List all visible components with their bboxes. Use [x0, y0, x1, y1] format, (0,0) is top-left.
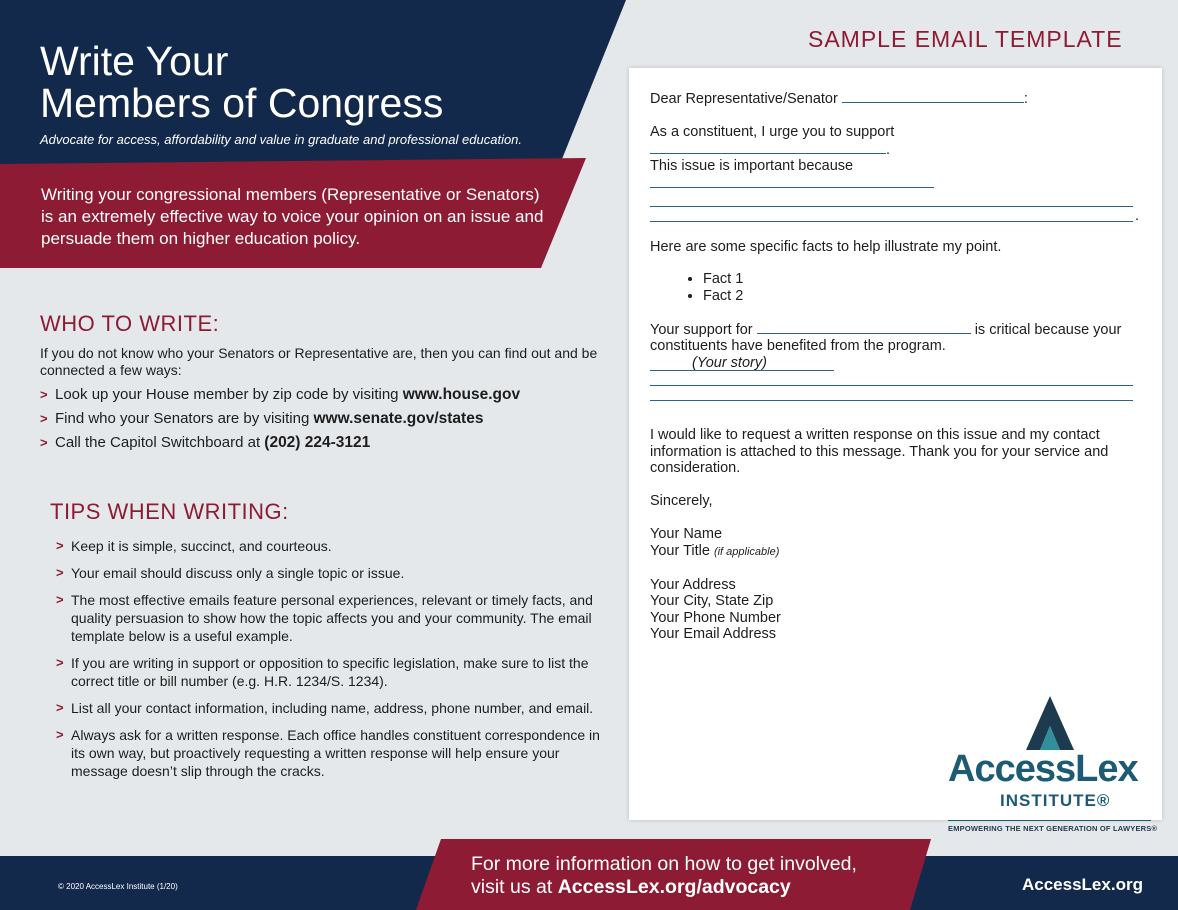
chevron-right-icon: > [40, 411, 48, 426]
support-text-2: is critical because your [974, 321, 1122, 338]
tip-text: If you are writing in support or opposition to specific legislation, make sure to list the correct title or bill number (e.g. H.R. 1234/S. 1234). [71, 655, 589, 689]
salutation-line [650, 90, 1133, 108]
list-item [40, 410, 605, 427]
issue-blank[interactable] [650, 141, 886, 154]
cta-line-1: For more information on how to get involved, [471, 853, 857, 875]
advocacy-link[interactable]: AccessLex.org/advocacy [557, 876, 791, 898]
logo-tagline: EMPOWERING THE NEXT GENERATION OF LAWYERS® [948, 824, 1158, 833]
signature-address: Your Address [650, 576, 736, 593]
story-blank[interactable]: (Your story) [650, 355, 834, 371]
tips-heading: TIPS WHEN WRITING: [50, 499, 289, 524]
who-intro: If you do not know who your Senators or Representative are, then you can find out and be connected a few ways: [40, 345, 598, 378]
list-item [40, 434, 605, 451]
chevron-right-icon: > [40, 435, 48, 450]
cta-line-2 [471, 876, 857, 899]
list-item [56, 726, 604, 780]
because-text: This issue is important because [650, 158, 854, 174]
tip-text: Always ask for a written response. Each office handles constituent correspondence in its own way, but proactively requesting a written response will help ensure your message doesn’t slip through the cracks. [71, 727, 600, 779]
footer-site-link[interactable]: AccessLex.org [1022, 875, 1143, 894]
page-title [40, 40, 443, 124]
template-heading: SAMPLE EMAIL TEMPLATE [808, 26, 1123, 52]
chevron-right-icon: > [56, 538, 64, 553]
support-text: Your support for [650, 321, 753, 338]
list-item [56, 564, 604, 582]
who-item-text: Look up your House member by zip code by visiting [55, 386, 403, 403]
tip-text: Keep it is simple, succinct, and courteous. [71, 538, 332, 554]
recipient-blank[interactable] [842, 90, 1024, 103]
signature-phone: Your Phone Number [650, 609, 781, 626]
logo-institute: INSTITUTE® [1000, 791, 1111, 810]
period: . [1135, 208, 1140, 224]
request-text: I would like to request a written response on this issue and my contact information is attached to this message. Thank you for your service and consideration. [650, 427, 1109, 476]
who-item-text: Find who your Senators are by visiting [55, 410, 314, 427]
title-text: Your Title [650, 542, 710, 559]
tips-list [56, 537, 604, 789]
title-note: (if applicable) [713, 545, 780, 558]
closing: Sincerely, [650, 493, 713, 509]
salutation-text: Dear Representative/Senator [650, 91, 838, 107]
tip-text: List all your contact information, including name, address, phone number, and email. [71, 700, 594, 716]
list-item: • Fact 2 [703, 288, 1133, 305]
footer-cta [471, 853, 857, 899]
benefited-line [650, 338, 1133, 371]
copyright: © 2020 AccessLex Institute (1/20) [58, 882, 178, 891]
because-line [650, 158, 1133, 192]
tip-text: The most effective emails feature personal experiences, relevant or timely facts, and quality persuasion to show how the topic affects you and your community. The email template below is a useful example. [71, 592, 593, 644]
chevron-right-icon: > [40, 387, 48, 402]
urge-text: As a constituent, I urge you to support [650, 124, 895, 140]
facts-list [650, 271, 1133, 304]
senate-link[interactable]: www.senate.gov/states [313, 410, 484, 427]
chevron-right-icon: > [56, 565, 64, 580]
benefited-text: constituents have benefited from the program. [650, 338, 946, 354]
page-subtitle: Advocate for access, affordability and value in graduate and professional education. [40, 132, 523, 147]
house-link[interactable]: www.house.gov [402, 386, 521, 403]
chevron-right-icon: > [56, 592, 64, 607]
reason-blank-row [650, 207, 1140, 224]
reason-blank-line[interactable] [650, 207, 1133, 222]
tip-text: Your email should discuss only a single topic or issue. [71, 565, 405, 581]
urge-line [650, 124, 1133, 158]
facts-intro: Here are some specific facts to help illustrate my point. [650, 238, 1002, 255]
reason-blank-line[interactable] [650, 192, 1133, 207]
program-blank[interactable] [757, 321, 971, 334]
email-template-card [629, 68, 1162, 820]
list-item [56, 654, 604, 690]
title-line-1: Write Your [40, 38, 229, 84]
logo-wordmark: AccessLex [948, 748, 1138, 790]
signature-city: Your City, State Zip [650, 593, 774, 609]
signature-email: Your Email Address [650, 626, 777, 642]
who-section [40, 345, 605, 458]
accesslex-logo-icon [1026, 696, 1074, 750]
list-item [56, 537, 604, 555]
logo-divider [948, 820, 1151, 821]
colon: : [1023, 91, 1028, 107]
who-heading: WHO TO WRITE: [40, 311, 220, 336]
list-item [56, 699, 604, 717]
cta-text: visit us at [471, 876, 558, 898]
story-blank-line[interactable] [650, 386, 1133, 401]
chevron-right-icon: > [56, 655, 64, 670]
who-list [40, 386, 605, 451]
who-item-text: Call the Capitol Switchboard at [55, 434, 265, 451]
period: . [886, 141, 891, 158]
title-line-2: Members of Congress [40, 80, 444, 126]
list-item [40, 386, 605, 403]
signature-name: Your Name [650, 526, 723, 542]
list-item [56, 591, 604, 645]
because-blank[interactable] [650, 175, 934, 188]
chevron-right-icon: > [56, 700, 64, 715]
list-item: • Fact 1 [703, 271, 1133, 288]
intro-text: Writing your congressional members (Representative or Senators) is an extremely effective way to voice your opinion on an issue and persuade them on higher education policy. [41, 185, 544, 248]
switchboard-phone: (202) 224-3121 [264, 434, 371, 451]
chevron-right-icon: > [56, 727, 64, 742]
story-blank-line[interactable] [650, 371, 1133, 386]
email-template-body [650, 90, 1140, 643]
support-line [650, 321, 1133, 339]
signature-title [650, 543, 1133, 561]
